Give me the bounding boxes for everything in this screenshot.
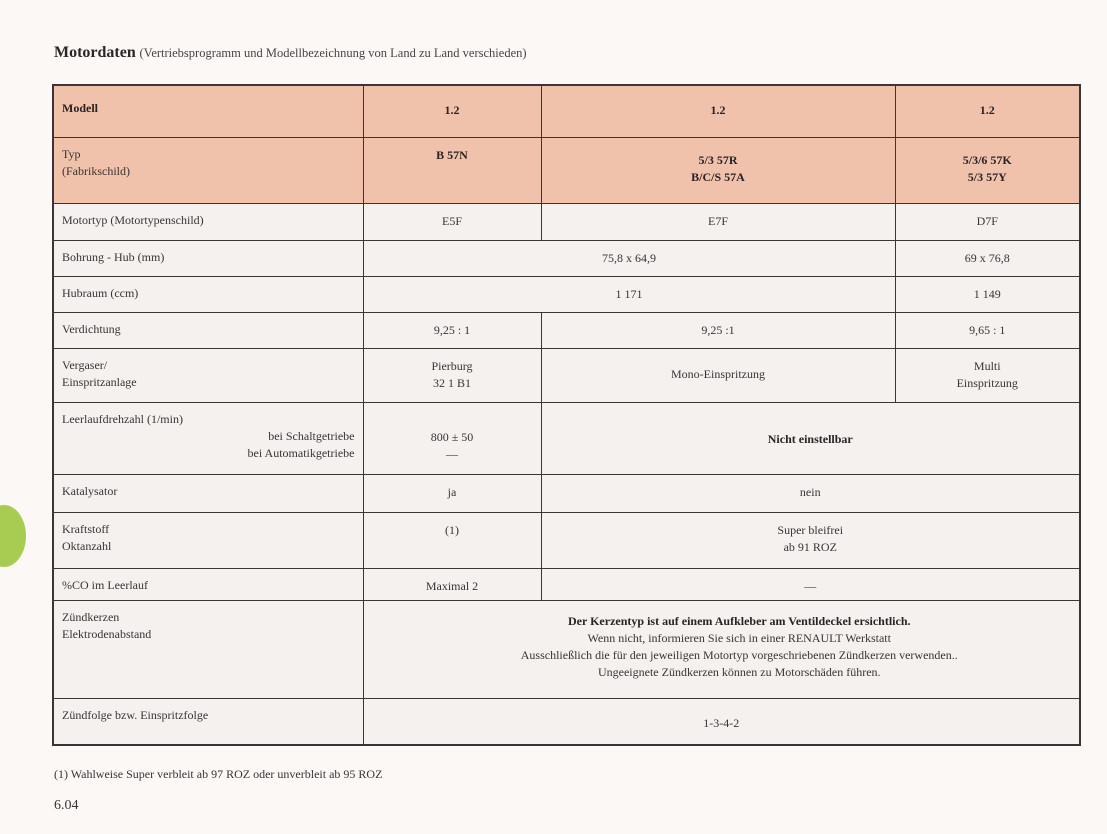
row-typ [53, 137, 1080, 203]
row-verdichtung [53, 312, 1080, 348]
label-zuendfolge: Zündfolge bzw. Einspritzfolge [53, 698, 363, 745]
label-zuendkerzen-line2: Elektrodenabstand [62, 626, 152, 641]
kraftstoff-col23 [541, 512, 1080, 568]
label-hubraum: Hubraum (ccm) [53, 276, 363, 312]
leerlauf-col1 [363, 402, 541, 474]
zuendkerzen-info-line2: Wenn nicht, informieren Sie sich in einer RENAULT Werkstatt [587, 630, 891, 645]
label-zuendkerzen [53, 600, 363, 698]
typ-col2-line2: B/C/S 57A [691, 169, 745, 184]
label-leerlauf [53, 402, 363, 474]
heading-title: Motordaten [54, 44, 136, 61]
label-kraftstoff-line1: Kraftstoff [62, 521, 110, 536]
typ-col3-line1: 5/3/6 57K [962, 152, 1012, 167]
leerlauf-col23: Nicht einstellbar [541, 402, 1080, 474]
modell-col3: 1.2 [895, 85, 1080, 137]
kraftstoff-col1: (1) [363, 512, 541, 568]
row-hubraum [53, 276, 1080, 312]
bohrung-col12: 75,8 x 64,9 [363, 240, 895, 276]
label-vergaser [53, 348, 363, 402]
hubraum-col12: 1 171 [363, 276, 895, 312]
label-bohrung: Bohrung - Hub (mm) [53, 240, 363, 276]
row-co [53, 568, 1080, 600]
zuendkerzen-info [363, 600, 1080, 698]
typ-col1: B 57N [363, 137, 541, 203]
row-zuendkerzen [53, 600, 1080, 698]
vergaser-col3-line2: Einspritzung [956, 375, 1018, 390]
vergaser-col2: Mono-Einspritzung [541, 348, 895, 402]
label-kraftstoff [53, 512, 363, 568]
verdichtung-col3: 9,65 : 1 [895, 312, 1080, 348]
vergaser-col3-line1: Multi [973, 358, 1001, 373]
hubraum-col3: 1 149 [895, 276, 1080, 312]
vergaser-col1-line1: Pierburg [431, 358, 473, 373]
typ-col2 [541, 137, 895, 203]
label-co: %CO im Leerlauf [53, 568, 363, 600]
page-number: 6.04 [54, 798, 79, 813]
label-typ-line2: (Fabrikschild) [62, 163, 130, 178]
modell-col2: 1.2 [541, 85, 895, 137]
kraftstoff-col23-line2: ab 91 ROZ [783, 539, 837, 554]
typ-col2-line1: 5/3 57R [698, 152, 738, 167]
heading-subtitle: (Vertriebsprogramm und Modellbezeichnung von Land zu Land verschieden) [139, 46, 527, 60]
modell-col1: 1.2 [363, 85, 541, 137]
zuendkerzen-info-line1: Der Kerzentyp ist auf einem Aufkleber am Ventildeckel ersichtlich. [567, 613, 911, 628]
row-motortyp [53, 203, 1080, 240]
katalysator-col23: nein [541, 474, 1080, 512]
label-leerlauf-automatik: bei Automatikgetriebe [247, 445, 355, 460]
label-leerlauf-schalt: bei Schaltgetriebe [268, 428, 355, 443]
row-bohrung [53, 240, 1080, 276]
label-zuendkerzen-line1: Zündkerzen [62, 609, 120, 624]
engine-data-table [52, 84, 1081, 746]
bohrung-col3: 69 x 76,8 [895, 240, 1080, 276]
row-leerlauf [53, 402, 1080, 474]
label-vergaser-line1: Vergaser/ [62, 357, 108, 372]
typ-col3 [895, 137, 1080, 203]
label-typ-line1: Typ [62, 146, 81, 161]
label-typ [53, 137, 363, 203]
label-verdichtung: Verdichtung [53, 312, 363, 348]
label-kraftstoff-line2: Oktanzahl [62, 538, 112, 553]
typ-col3-line2: 5/3 57Y [967, 169, 1007, 184]
green-tab-marker [0, 505, 26, 567]
label-leerlauf-line1: Leerlaufdrehzahl (1/min) [62, 411, 183, 426]
vergaser-col3 [895, 348, 1080, 402]
leerlauf-col1-line2: — [446, 446, 458, 461]
co-col23: — [541, 568, 1080, 600]
zuendkerzen-info-line4: Ungeeignete Zündkerzen können zu Motorschäden führen. [597, 664, 881, 679]
row-kraftstoff [53, 512, 1080, 568]
motortyp-col2: E7F [541, 203, 895, 240]
label-vergaser-line2: Einspritzanlage [62, 374, 137, 389]
footnote: (1) Wahlweise Super verbleit ab 97 ROZ oder unverbleit ab 95 ROZ [54, 767, 383, 781]
verdichtung-col1: 9,25 : 1 [363, 312, 541, 348]
zuendfolge-value: 1-3-4-2 [363, 698, 1080, 745]
label-motortyp: Motortyp (Motortypenschild) [53, 203, 363, 240]
label-katalysator: Katalysator [53, 474, 363, 512]
label-modell: Modell [53, 85, 363, 137]
katalysator-col1: ja [363, 474, 541, 512]
kraftstoff-col23-line1: Super bleifrei [777, 522, 844, 537]
page-heading [54, 44, 527, 62]
motortyp-col3: D7F [895, 203, 1080, 240]
leerlauf-col1-line1: 800 ± 50 [430, 429, 474, 444]
row-zuendfolge [53, 698, 1080, 745]
vergaser-col1 [363, 348, 541, 402]
zuendkerzen-info-line3: Ausschließlich die für den jeweiligen Motortyp vorgeschriebenen Zündkerzen verwenden.. [520, 647, 958, 662]
row-katalysator [53, 474, 1080, 512]
vergaser-col1-line2: 32 1 B1 [432, 375, 471, 390]
row-modell [53, 85, 1080, 137]
motortyp-col1: E5F [363, 203, 541, 240]
verdichtung-col2: 9,25 :1 [541, 312, 895, 348]
row-vergaser [53, 348, 1080, 402]
co-col1: Maximal 2 [363, 568, 541, 600]
